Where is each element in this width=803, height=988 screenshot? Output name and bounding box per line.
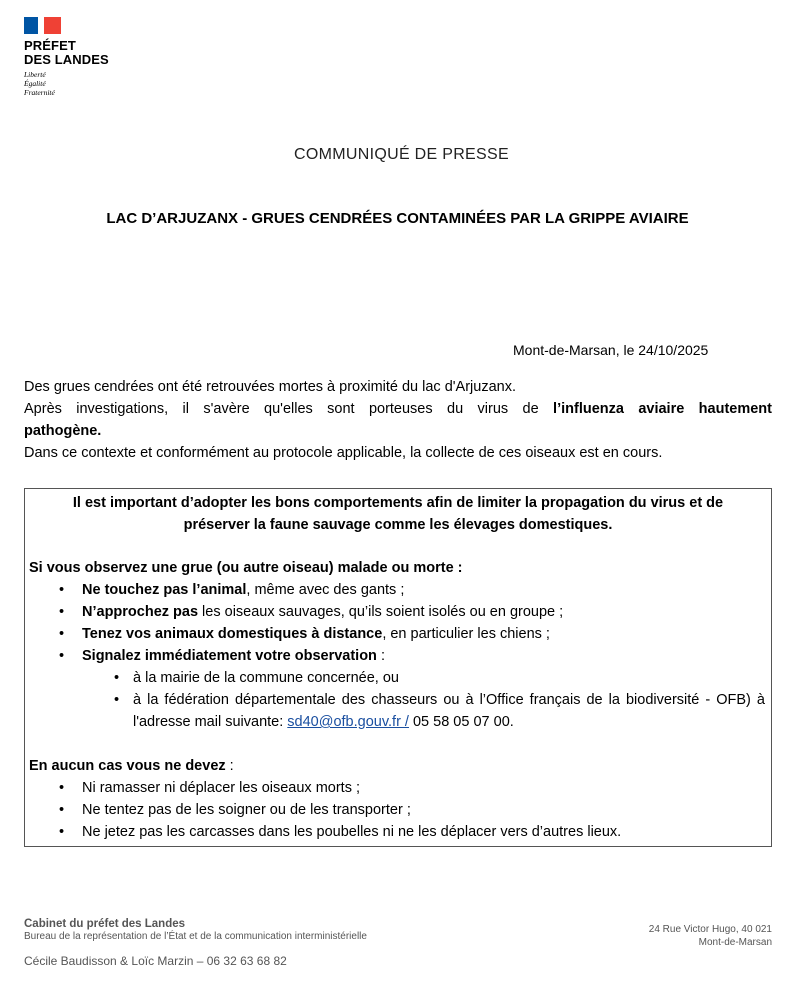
item-bold: Signalez immédiatement votre observation [82,648,377,664]
guidance-intro [25,492,771,536]
bullet: • [59,648,65,664]
prohibited-list [55,777,765,843]
item-text: Ni ramasser ni déplacer les oiseaux morts ; [82,780,361,796]
intro-paragraph-3: Dans ce contexte et conformément au protocole applicable, la collecte de ces oiseaux est en cours. [24,445,663,461]
intro-text [24,376,772,464]
motto-fraternite: Fraternité [24,88,55,97]
sub-item-text: à la fédération départementale des chasseurs ou à l’Office français de la biodiversité - OFB) à l'adresse mail suivante: [133,692,765,730]
headline: LAC D’ARJUZANX - GRUES CENDRÉES CONTAMINÉES PAR LA GRIPPE AVIAIRE [106,210,689,227]
prefecture-name [24,39,109,67]
item-bold: N’approchez pas [82,604,199,620]
bullet: • [59,582,65,598]
section-prohibited-title-text: En aucun cas vous ne devez [29,758,226,774]
list-item [55,623,765,645]
intro-p2-text: Après investigations, il s'avère qu'elles sont porteuses du virus de [24,401,554,417]
section-observe-title-text: Si vous observez une grue (ou autre oiseau) malade ou morte : [29,560,463,576]
section-prohibited-title [29,755,234,777]
bullet: • [114,692,120,708]
footer-address-line2: Mont-de-Marsan [698,937,772,948]
list-item [55,799,765,821]
item-text: : [376,648,385,664]
item-text: , en particulier les chiens ; [382,626,550,642]
observe-list [55,579,765,733]
dateline: Mont-de-Marsan, le 24/10/2025 [513,342,709,358]
bullet: • [114,670,120,686]
item-text: Ne jetez pas les carcasses dans les poubelles ni ne les déplacer vers d’autres lieux. [82,824,622,840]
item-text: les oiseaux sauvages, qu’ils soient isolés ou en groupe ; [198,604,564,620]
sub-list-item [108,667,765,689]
section-observe-title [29,557,463,579]
footer-contact: Cécile Baudisson & Loïc Marzin – 06 32 63 68 82 [24,954,287,968]
list-item [55,821,765,843]
item-bold: Ne touchez pas l’animal [82,582,247,598]
bullet: • [59,604,65,620]
item-bold: Tenez vos animaux domestiques à distance [82,626,383,642]
intro-paragraph-1: Des grues cendrées ont été retrouvées mortes à proximité du lac d'Arjuzanx. [24,379,516,395]
french-flag-icon [24,17,61,34]
section-prohibited-suffix: : [225,758,234,774]
bullet: • [59,802,65,818]
email-link[interactable]: sd40@ofb.gouv.fr / [287,714,409,730]
list-item [55,601,765,623]
prefecture-name-line2: DES LANDES [24,52,109,67]
footer-organization [24,918,367,942]
report-sublist [82,667,765,733]
item-text: Ne tentez pas de les soigner ou de les transporter ; [82,802,411,818]
intro-p2-bold-1: l’influenza aviaire hautement [553,401,772,417]
phone-number: 05 58 05 07 00. [408,714,514,730]
motto-liberte: Liberté [24,70,46,79]
guidance-intro-line1: Il est important d’adopter les bons comportements afin de limiter la propagation du virus et de [72,495,724,511]
prefecture-name-line1: PRÉFET [24,38,76,53]
republic-motto [24,70,55,97]
sub-item-text: à la mairie de la commune concernée, ou [133,670,399,686]
list-item [55,579,765,601]
press-release-title: COMMUNIQUÉ DE PRESSE [294,146,509,163]
bullet: • [59,780,65,796]
intro-paragraph-2 [24,398,772,420]
bullet: • [59,824,65,840]
footer-address-line1: 24 Rue Victor Hugo, 40 021 [648,924,772,935]
intro-p2-bold-2: pathogène. [24,423,102,439]
guidance-intro-line2: préserver la faune sauvage comme les élevages domestiques. [183,517,613,533]
intro-paragraph-2-cont [24,420,772,442]
motto-egalite: Égalité [24,79,46,88]
list-item [55,645,765,733]
footer-address [560,923,772,949]
item-text: , même avec des gants ; [246,582,405,598]
bullet: • [59,626,65,642]
footer-org-name: Cabinet du préfet des Landes [24,918,186,930]
sub-list-item [108,689,765,733]
footer-bureau: Bureau de la représentation de l’État et de la communication interministérielle [24,931,367,942]
list-item [55,777,765,799]
guidance-box [24,488,772,847]
